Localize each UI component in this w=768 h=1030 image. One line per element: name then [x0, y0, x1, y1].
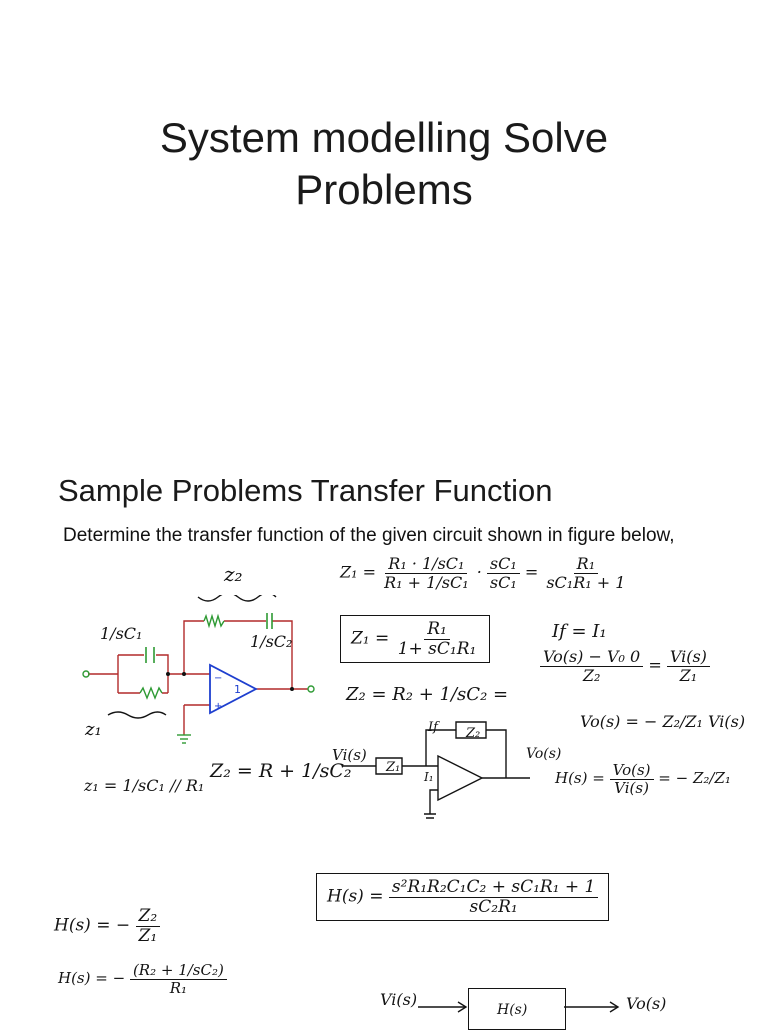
hs-ratio-equation — [555, 762, 731, 796]
capacitor-c2 — [267, 613, 272, 629]
z1-boxed-den: 1+ sC₁R₁ — [397, 638, 477, 659]
hs-boxed-num: s²R₁R₂C₁C₂ + sC₁R₁ + 1 — [389, 878, 599, 898]
kcl-right-den: Z₁ — [679, 665, 698, 685]
z1-expansion-frac2-num: sC₁ — [487, 555, 520, 574]
label-z2-top: z₂ — [224, 562, 243, 586]
hs-ratio-num: Vo(s) — [610, 762, 654, 780]
z1-expansion-frac1-den: R₁ + 1/sC₁ — [384, 572, 469, 592]
hs-expand-den: R₁ — [169, 978, 188, 997]
note-if-eq: If = I₁ — [552, 621, 607, 642]
z1-expansion-result-num: R₁ — [574, 555, 598, 574]
z1-expansion-frac1-num: R₁ · 1/sC₁ — [385, 555, 467, 574]
kcl-equation: $\frac{\text{Vo(s) − V₀ 0}}{\text{Z₂}}$ = $\frac{Vi(s)}{\text{Z₁}}$ — [540, 648, 710, 684]
block-output-label: Vo(s) — [626, 994, 667, 1013]
sub-circuit-vi: Vi(s) — [332, 746, 367, 764]
vo-equation: Vo(s) = − Z₂/Z₁ Vi(s) — [580, 712, 746, 731]
resistor-r2 — [204, 616, 224, 626]
slide-heading: Sample Problems Transfer Function — [58, 473, 553, 508]
problem-statement: Determine the transfer function of the given circuit shown in figure below, — [63, 525, 675, 546]
hs-boxed-frac — [389, 878, 599, 916]
hs-ratio-lhs: H(s) = — [555, 769, 605, 787]
label-z1: z₁ — [85, 719, 102, 740]
z1-boxed-num: R₁ — [424, 620, 450, 640]
kcl-left — [540, 648, 643, 684]
label-1-over-sc1: 1/sC₁ — [100, 624, 143, 643]
kcl-right — [667, 648, 710, 684]
hs-boxed-den: sC₂R₁ — [469, 896, 518, 917]
note-z2-series: Z₂ = R + 1/sC₂ — [210, 760, 352, 782]
z2-brace — [198, 595, 276, 601]
opamp-plus: + — [214, 701, 223, 712]
hs-z-lhs: H(s) = − — [54, 915, 131, 936]
hs-boxed-lhs: H(s) = — [327, 886, 384, 907]
z1-expansion-result — [543, 555, 628, 591]
z1-expansion-lhs: Z₁ = — [340, 562, 377, 582]
sub-circuit-sketch — [330, 718, 550, 828]
title-slide — [0, 0, 768, 455]
hs-ratio-frac — [610, 762, 654, 796]
z1-expansion: Z₁ = $\frac{\text{R₁ · 1/sC₁}}{\text{R₁ + 1/sC₁}}$ · $\frac{\text{sC₁}}{\text{sC₁}}$ = $\frac{\text{R₁}}{\text{sC₁R₁ + 1}}$ — [340, 555, 628, 591]
sub-circuit-if: If — [428, 720, 438, 735]
hs-expand-lhs: H(s) = − — [58, 969, 126, 987]
z1-boxed-frac — [395, 620, 480, 658]
kcl-left-num: Vo(s) − V₀ 0 — [540, 648, 643, 667]
z1-brace — [108, 712, 166, 718]
opamp-label: 1 — [234, 683, 241, 696]
slide-title-line-1: System modelling Solve — [159, 114, 609, 161]
sub-circuit-i1: I₁ — [424, 770, 434, 784]
sub-circuit-z1: Z₁ — [386, 760, 401, 775]
sub-circuit-z2: Z₂ — [466, 726, 481, 741]
hs-boxed-result — [316, 873, 609, 921]
label-1-over-sc2: 1/sC₂ — [250, 632, 293, 651]
hs-expand-frac — [130, 962, 227, 996]
hs-ratio-den: Vi(s) — [614, 778, 649, 797]
opamp-minus: − — [214, 673, 223, 684]
z1-boxed-result — [340, 615, 490, 663]
capacitor-c1 — [146, 647, 154, 663]
hs-expanded — [58, 962, 227, 996]
slide-title-line-2: Problems — [295, 166, 473, 213]
z1-boxed-lhs: Z₁ = — [351, 628, 390, 649]
block-label: H(s) — [497, 1002, 528, 1018]
slide-title — [0, 112, 768, 216]
hs-z-ratio — [54, 907, 160, 945]
resistor-r1 — [140, 688, 162, 698]
kcl-left-den: Z₂ — [582, 665, 601, 685]
z1-expansion-result-den: sC₁R₁ + 1 — [546, 572, 626, 592]
z2-sum: Z₂ = R₂ + 1/sC₂ = — [346, 684, 509, 705]
hs-z-frac — [136, 907, 161, 945]
sub-circuit-vo: Vo(s) — [526, 746, 562, 762]
hs-z-den: Z₁ — [138, 925, 158, 946]
z1-expansion-frac1 — [381, 555, 471, 591]
block-input-label: Vi(s) — [380, 990, 418, 1009]
hs-ratio-rhs: = − Z₂/Z₁ — [658, 769, 731, 787]
opamp-circuit-diagram — [74, 595, 324, 755]
z1-expansion-frac2-den: sC₁ — [489, 572, 517, 592]
kcl-right-num: Vi(s) — [667, 648, 710, 667]
hs-expand-num: (R₂ + 1/sC₂) — [130, 962, 227, 980]
note-z1-parallel: z₁ = 1/sC₁ // R₁ — [84, 776, 205, 795]
problem-slide — [0, 455, 768, 1024]
hs-z-num: Z₂ — [136, 907, 161, 927]
ground-symbol — [177, 735, 191, 743]
z1-expansion-frac2 — [487, 555, 520, 591]
